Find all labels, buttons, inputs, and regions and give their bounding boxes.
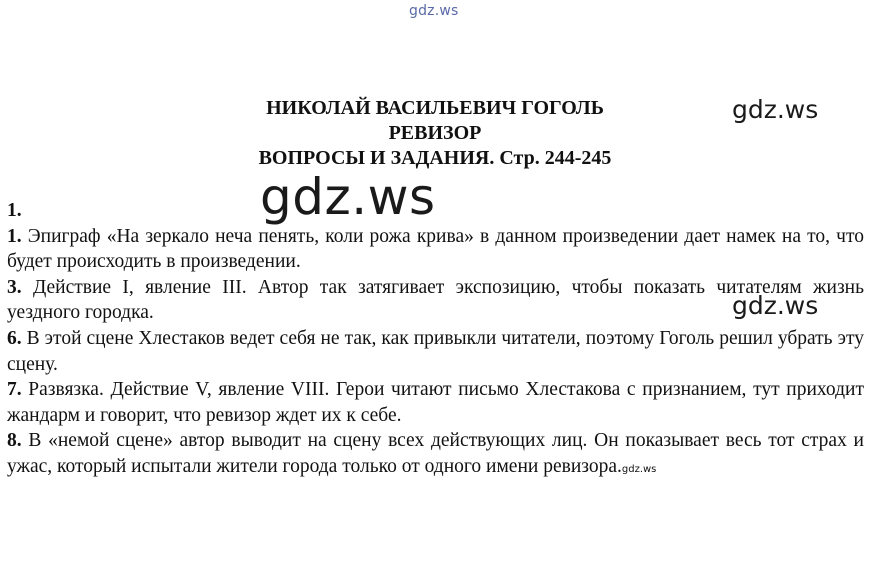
answer-text: В этой сцене Хлестаков ведет себя не так, как привыкли читатели, поэтому Гоголь решил убрать эту сцену. [7, 327, 864, 375]
answer-number: 1. [7, 200, 22, 221]
answer-item [7, 428, 864, 482]
answer-item [7, 198, 864, 224]
watermark-right-lower: gdz.ws [732, 291, 819, 320]
answer-item [7, 326, 864, 377]
work-title: РЕВИЗОР [388, 122, 482, 144]
document-header [0, 96, 874, 171]
answer-item [7, 275, 864, 326]
watermark-top: gdz.ws [409, 3, 459, 19]
section-heading: ВОПРОСЫ И ЗАДАНИЯ. Стр. 244-245 [258, 147, 612, 169]
author-heading: НИКОЛАЙ ВАСИЛЬЕВИЧ ГОГОЛЬ [266, 97, 604, 119]
answer-text: В «немой сцене» автор выводит на сцену всех действующих лиц. Он показывает весь тот страх и ужас, который испытали жители города только от одного имени ревизора. [7, 430, 864, 477]
watermark-inline: gdz.ws [621, 463, 657, 475]
answer-number: 7. [7, 379, 22, 401]
answer-text: Развязка. Действие V, явление VIII. Герои читают письмо Хлестакова с признанием, тут приходит жандарм и говорит, что ревизор ждет их к себе. [7, 379, 864, 426]
watermark-right-upper: gdz.ws [732, 95, 819, 124]
answer-number: 6. [7, 327, 22, 349]
answer-text: Действие I, явление III. Автор так затягивает экспозицию, чтобы показать читателям жизнь уездного городка. [7, 276, 864, 324]
answers-body [7, 198, 864, 483]
answer-item [7, 224, 864, 275]
watermark-center: gdz.ws [260, 168, 436, 226]
answer-number: 8. [7, 430, 22, 452]
answer-text: Эпиграф «На зеркало неча пенять, коли рожа крива» в данном произведении дает намек на то, что будет происходить в произведении. [7, 225, 864, 273]
answer-number: 1. [7, 225, 22, 247]
answer-item [7, 377, 864, 428]
answer-number: 3. [7, 276, 22, 298]
